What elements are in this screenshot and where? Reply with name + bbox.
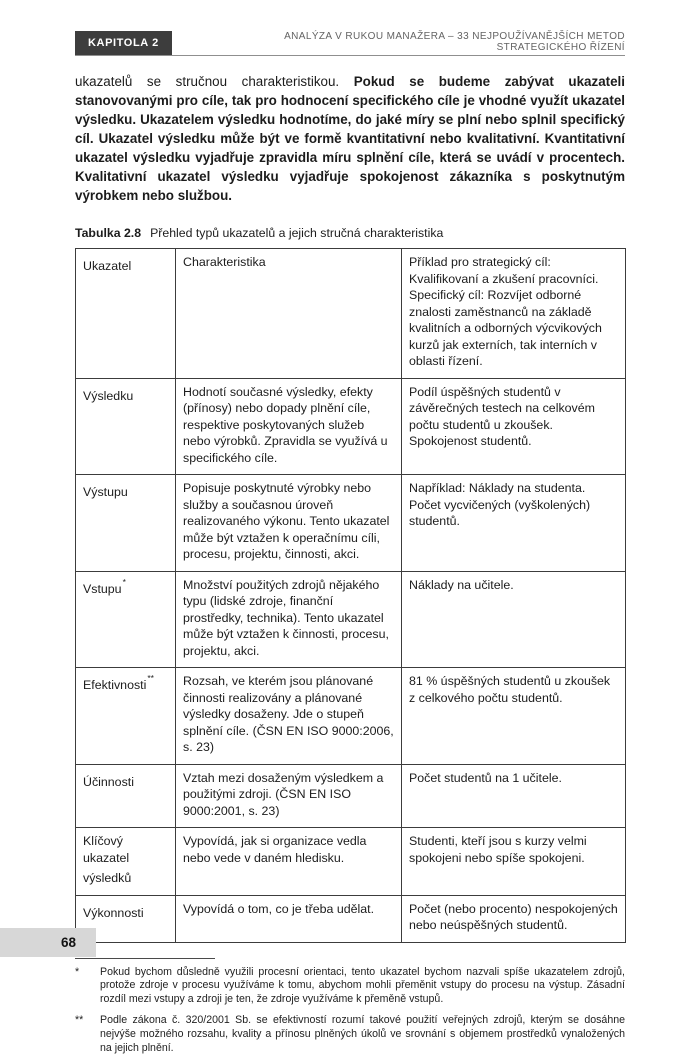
cell-marker: ** <box>147 673 154 683</box>
table-row <box>76 378 626 475</box>
cell-priklad: Počet (nebo procento) nespokojených nebo neúspěšných studentů. <box>402 895 626 942</box>
page-content <box>0 31 700 1055</box>
chapter-badge: KAPITOLA 2 <box>75 31 172 55</box>
cell-text: Účinnosti <box>83 774 134 789</box>
cell-ukazatel <box>76 249 176 379</box>
indicators-table <box>75 248 626 943</box>
cell-charakteristika: Vztah mezi dosaženým výsledkem a použitými zdroji. (ČSN EN ISO 9000:2001, s. 23) <box>176 764 402 828</box>
table-row <box>76 668 626 765</box>
table-row <box>76 764 626 828</box>
intro-bold-text: Pokud se budeme zabývat ukazateli stanovovanými pro cíle, tak pro hodnocení specifického cíle je vhodné využít ukazatel výsledku. Ukazatelem výsledku hodnotíme, do jaké míry se plní nebo splnil specifický cíl. Ukazatel výsledku může být ve formě kvantitativní nebo kvalitativní. Kvantitativní ukazatel výsledku vyjadřuje zpravidla míru splnění cíle, která se uvádí v procentech. Kvalitativní ukazatel výsledku vyjadřuje spokojenost zákazníka s poskytnutým výrobkem nebo službou. <box>75 74 625 203</box>
chapter-title: ANALÝZA V RUKOU MANAŽERA – 33 NEJPOUŽÍVANĚJŠÍCH METOD STRATEGICKÉHO ŘÍZENÍ <box>284 31 625 53</box>
cell-priklad: Studenti, kteří jsou s kurzy velmi spokojeni nebo spíše spokojeni. <box>402 828 626 896</box>
table-caption-text: Přehled typů ukazatelů a jejich stručná charakteristika <box>150 226 444 240</box>
table-row <box>76 571 626 668</box>
cell-text: Efektivnosti <box>83 678 147 693</box>
cell-charakteristika: Hodnotí současné výsledky, efekty (přínosy) nebo dopady plnění cíle, respektive poskytovaných služeb nebo výrobků. Zpravidla se využívá u specifického cíle. <box>176 378 402 475</box>
footnote-1 <box>75 966 625 1007</box>
table-caption-label: Tabulka 2.8 <box>75 226 142 240</box>
page-header <box>75 31 625 56</box>
table-row <box>76 828 626 896</box>
intro-lead-text: ukazatelů se stručnou charakteristikou. <box>75 74 354 89</box>
cell-text: Ukazatel <box>83 259 132 274</box>
cell-ukazatel <box>76 378 176 475</box>
intro-paragraph <box>75 72 625 205</box>
cell-ukazatel <box>76 475 176 572</box>
cell-charakteristika: Množství použitých zdrojů nějakého typu (lidské zdroje, finanční prostředky, technika). Tento ukazatel může být vztažen k činnosti, procesu, projektu, akci. <box>176 571 402 668</box>
footnote-marker: ** <box>75 1014 84 1027</box>
footnote-separator <box>75 958 215 959</box>
footnote-2 <box>75 1014 625 1055</box>
cell-priklad: Podíl úspěšných studentů v závěrečných testech na celkovém počtu studentů u zkoušek. Spokojenost studentů. <box>402 378 626 475</box>
page-number: 68 <box>60 935 76 950</box>
cell-priklad: Příklad pro strategický cíl: Kvalifikovaní a zkušení pracovníci. Specifický cíl: Rozvíjet odborné znalosti zaměstnanců na základě kvalitních a odborných výcvikových kurzů jak externích, tak interních v oblasti řízení. <box>402 249 626 379</box>
page-number-bar <box>0 928 96 957</box>
table-row <box>76 895 626 942</box>
table-row <box>76 249 626 379</box>
cell-charakteristika: Vypovídá, jak si organizace vedla nebo vede v daném hledisku. <box>176 828 402 896</box>
table-caption <box>75 226 625 240</box>
cell-text: Vstupu <box>83 581 122 596</box>
cell-ukazatel <box>76 668 176 765</box>
cell-priklad: 81 % úspěšných studentů u zkoušek z celkového počtu studentů. <box>402 668 626 765</box>
cell-charakteristika: Vypovídá o tom, co je třeba udělat. <box>176 895 402 942</box>
cell-priklad: Počet studentů na 1 učitele. <box>402 764 626 828</box>
cell-marker: * <box>122 576 126 587</box>
cell-charakteristika: Popisuje poskytnuté výrobky nebo služby a současnou úroveň realizovaného výkonu. Tento ukazatel může být vztažen k operačnímu cíli, procesu, projektu, činnosti, akci. <box>176 475 402 572</box>
cell-ukazatel <box>76 571 176 668</box>
footnote-text: Pokud bychom důsledně využili procesní orientaci, tento ukazatel bychom nazvali spíše ukazatelem zdrojů, protože zdroje v procesu využíváme k tomu, abychom mohli přeměnit vstupy do procesu na výstup. Zásadní rozdíl mezi vstupy a zdroji je ten, že zdroje využíváme k přeměně vstupů. <box>100 965 625 1006</box>
table-row <box>76 475 626 572</box>
cell-priklad: Náklady na učitele. <box>402 571 626 668</box>
cell-text: Klíčový ukazatel výsledků <box>83 834 132 886</box>
book-page <box>0 31 700 1054</box>
cell-ukazatel <box>76 828 176 896</box>
footnote-marker: * <box>75 965 80 978</box>
cell-charakteristika: Rozsah, ve kterém jsou plánované činnosti realizovány a plánované výsledky dosaženy. Jde o stupeň splnění cíle. (ČSN EN ISO 9000:2006, s. 23) <box>176 668 402 765</box>
footnote-text: Podle zákona č. 320/2001 Sb. se efektivností rozumí takové použití veřejných zdrojů, kterým se dosáhne nejvýše možného rozsahu, kvality a přínosu plněných úkolů ve srovnání s objemem prostředků vynaložených na jejich plnění. <box>100 1014 625 1054</box>
cell-text: Výkonnosti <box>83 905 144 920</box>
cell-text: Výsledku <box>83 388 134 403</box>
cell-text: Výstupu <box>83 485 128 500</box>
cell-priklad: Například: Náklady na studenta. Počet vycvičených (vyškolených) studentů. <box>402 475 626 572</box>
cell-ukazatel <box>76 764 176 828</box>
cell-charakteristika: Charakteristika <box>176 249 402 379</box>
